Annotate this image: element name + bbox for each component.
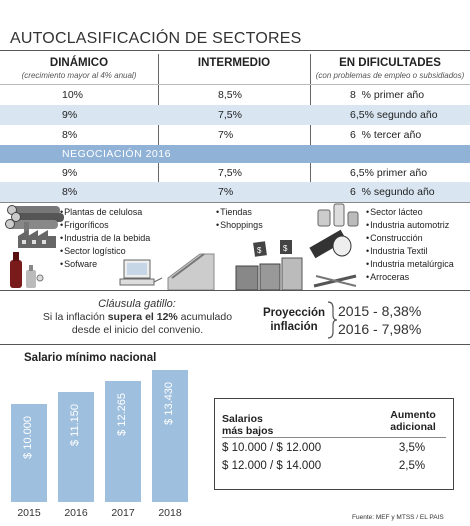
bar-value-label: $ 13.430 — [163, 382, 175, 425]
list-item: • Industria de la bebida — [60, 232, 150, 245]
x-tick-label: 2018 — [158, 507, 182, 519]
salarios-header-1-line2: más bajos — [222, 425, 274, 437]
bar-value-label: $ 10.000 — [22, 416, 34, 459]
list-item: • Frigoríficos — [60, 219, 150, 232]
salarios-header-2 — [380, 409, 446, 433]
salarios-rango: $ 12.000 / $ 14.000 — [222, 460, 322, 472]
svg-text:$: $ — [257, 246, 262, 255]
list-item: • Sofware — [60, 258, 150, 271]
salarios-divider — [222, 437, 446, 438]
cell-intermedio: 7,5% — [218, 167, 242, 179]
proyeccion-2016: 2016 - 7,98% — [338, 321, 422, 337]
x-tick-label: 2017 — [111, 507, 135, 519]
cell-intermedio: 7,5% — [218, 109, 242, 121]
svg-text:$: $ — [283, 244, 288, 253]
list-item: • Industria Textil — [366, 245, 454, 258]
cell-dinamico: 10% — [62, 89, 84, 101]
source-note: Fuente: MEF y MTSS / EL PAIS — [352, 514, 444, 521]
cell-dinamico: 8% — [62, 186, 78, 198]
bar-value-label: $ 12.265 — [116, 393, 128, 436]
salarios-header-2-line2: adicional — [390, 421, 436, 433]
col-head-intermedio: INTERMEDIO — [197, 57, 271, 69]
cell-dificultades: 6 % segundo año — [350, 186, 435, 198]
salarios-header-1-line1: Salarios — [222, 413, 263, 425]
cell-intermedio: 7% — [218, 129, 234, 141]
chart-title: Salario mínimo nacional — [24, 352, 157, 364]
cell-dinamico: 8% — [62, 129, 78, 141]
list-item: • Construcción — [366, 232, 454, 245]
list-item: • Tiendas — [216, 206, 263, 219]
negociacion-label: NEGOCIACIÓN 2016 — [62, 148, 171, 160]
proyeccion-label-1: Proyección — [263, 307, 325, 319]
cell-dificultades: 8 % primer año — [350, 89, 425, 101]
proyeccion-label-2: inflación — [270, 321, 318, 333]
salarios-aumento: 2,5% — [398, 460, 426, 472]
clausula-text-bold: supera el 12% — [107, 311, 178, 323]
clausula-text-line2: desde el inicio del convenio. — [71, 324, 204, 336]
salarios-header-2-line1: Aumento — [390, 409, 436, 421]
list-item: • Shoppings — [216, 219, 263, 232]
salarios-aumento: 3,5% — [398, 442, 426, 454]
page-title: AUTOCLASIFICACIÓN DE SECTORES — [10, 30, 302, 47]
cell-intermedio: 8,5% — [218, 89, 242, 101]
cell-dificultades: 6,5% primer año — [350, 167, 428, 179]
cell-dificultades: 6 % tercer año — [350, 129, 422, 141]
list-item: • Sector lácteo — [366, 206, 454, 219]
clausula-text-pre: Si la inflación — [42, 311, 108, 323]
x-tick-label: 2016 — [64, 507, 88, 519]
col-head-dinamico: DINÁMICO — [49, 57, 109, 69]
list-item: • Sector logístico — [60, 245, 150, 258]
clausula-text-post: acumulado — [177, 311, 233, 323]
proyeccion-2015: 2015 - 8,38% — [338, 303, 422, 319]
cell-dificultades: 6,5% segundo año — [350, 109, 438, 121]
cell-dinamico: 9% — [62, 167, 78, 179]
col-head-dificultades: EN DIFICULTADES — [339, 57, 441, 69]
clausula-title: Cláusula gatillo: — [98, 298, 176, 310]
list-item: • Arroceras — [366, 271, 454, 284]
salarios-header-1 — [222, 413, 273, 437]
list-item: • Industria metalúrgica — [366, 258, 454, 271]
cell-dinamico: 9% — [62, 109, 78, 121]
cell-intermedio: 7% — [218, 186, 234, 198]
list-item: • Industria automotriz — [366, 219, 454, 232]
x-tick-label: 2015 — [17, 507, 41, 519]
col-sub-dinamico: (crecimiento mayor al 4% anual) — [21, 71, 137, 80]
salarios-rango: $ 10.000 / $ 12.000 — [222, 442, 322, 454]
bar-value-label: $ 11.150 — [69, 404, 81, 447]
list-item: • Plantas de celulosa — [60, 206, 150, 219]
col-sub-dificultades: (con problemas de empleo o subsidiados) — [315, 71, 465, 80]
